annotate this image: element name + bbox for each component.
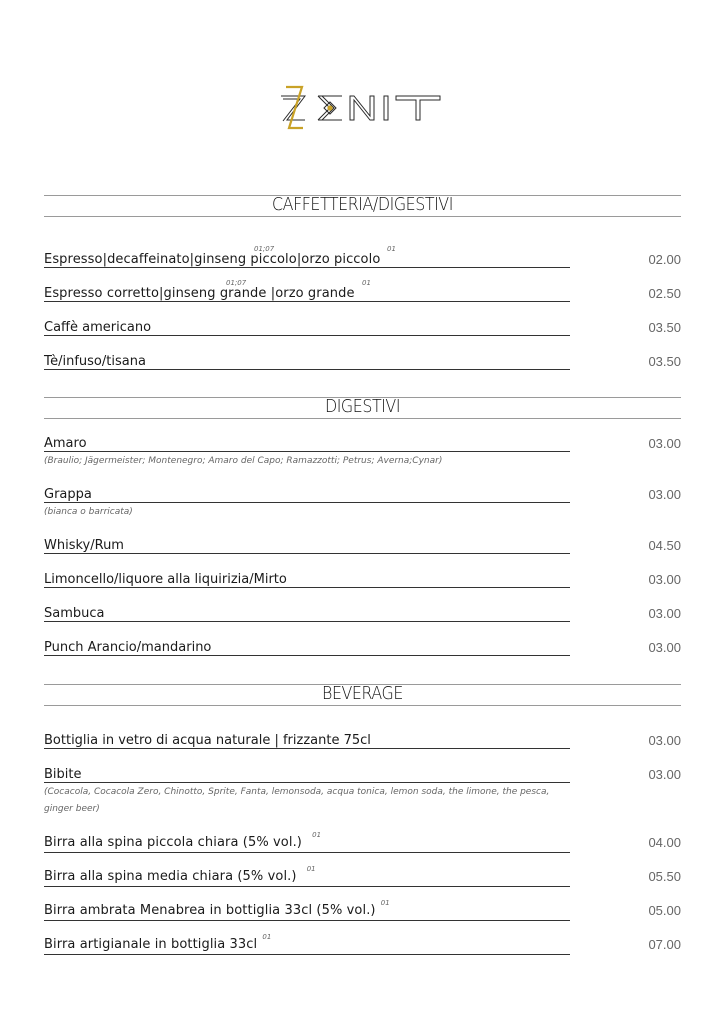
section-header-digestivi <box>44 397 681 419</box>
item-name: Birra ambrata Menabrea in bottiglia 33cl (5% vol.) <box>44 903 376 918</box>
allergen-note: 01;07 <box>226 279 247 287</box>
item-price: 05.00 <box>648 903 681 918</box>
item-price: 04.00 <box>648 835 681 850</box>
item-price: 04.50 <box>648 538 681 553</box>
item-name: Amaro <box>44 436 570 452</box>
item-name: Bibite <box>44 767 570 783</box>
menu-item <box>44 640 681 656</box>
logo-letter-i <box>384 96 388 120</box>
menu-item <box>44 865 681 887</box>
menu-item <box>44 933 681 955</box>
item-description: (Braulio; Jägermeister; Montenegro; Amaro del Capo; Ramazzotti; Petrus; Averna;Cynar) <box>44 456 443 466</box>
item-price: 03.00 <box>648 606 681 621</box>
allergen-note: 01 <box>306 865 316 873</box>
item-price: 03.50 <box>648 320 681 335</box>
menu-item <box>44 831 681 853</box>
menu-item <box>44 538 681 554</box>
allergen-note: 01 <box>362 279 371 287</box>
item-name: Whisky/Rum <box>44 538 570 554</box>
allergen-note: 01 <box>312 831 322 839</box>
logo-letter-t <box>396 96 440 120</box>
item-price: 05.50 <box>648 869 681 884</box>
menu-item <box>44 279 681 302</box>
item-name: Grappa <box>44 487 570 503</box>
item-price: 03.50 <box>648 354 681 369</box>
section-title: CAFFETTERIA/DIGESTIVI <box>272 194 453 215</box>
section-header-beverage <box>44 684 681 706</box>
allergen-note: 01 <box>380 899 390 907</box>
item-name: Espresso|decaffeinato|ginseng piccolo|orzo piccolo <box>44 252 381 267</box>
item-description: (Cocacola, Cocacola Zero, Chinotto, Sprite, Fanta, lemonsoda, acqua tonica, lemon soda, the limone, the pesca, ginger beer) <box>44 787 550 814</box>
item-name: Limoncello/liquore alla liquirizia/Mirto <box>44 572 570 588</box>
item-price: 03.00 <box>648 640 681 655</box>
menu-item <box>44 245 681 268</box>
item-price: 07.00 <box>648 937 681 952</box>
menu-item <box>44 733 681 749</box>
menu-item <box>44 572 681 588</box>
menu-item <box>44 320 681 336</box>
menu-item <box>44 767 681 818</box>
item-name: Punch Arancio/mandarino <box>44 640 570 656</box>
logo-letter-n <box>350 96 374 120</box>
item-name: Sambuca <box>44 606 570 622</box>
menu-item <box>44 354 681 370</box>
allergen-note: 01 <box>262 933 272 941</box>
section-title: DIGESTIVI <box>324 396 401 417</box>
item-price: 03.00 <box>648 436 681 451</box>
menu-item <box>44 436 681 470</box>
menu-item <box>44 899 681 921</box>
item-name: Birra alla spina media chiara (5% vol.) <box>44 869 297 884</box>
item-name: Espresso corretto|ginseng grande |orzo grande <box>44 286 355 301</box>
section-header-caffetteria <box>44 195 681 217</box>
allergen-note: 01;07 <box>254 245 275 253</box>
section-title: BEVERAGE <box>322 683 403 704</box>
item-price: 02.00 <box>648 252 681 267</box>
menu-item <box>44 606 681 622</box>
item-price: 03.00 <box>648 572 681 587</box>
item-name: Caffè americano <box>44 320 570 336</box>
item-price: 03.00 <box>648 487 681 502</box>
allergen-note: 01 <box>387 245 396 253</box>
item-name: Birra artigianale in bottiglia 33cl <box>44 937 258 952</box>
item-name: Bottiglia in vetro di acqua naturale | frizzante 75cl <box>44 733 570 749</box>
menu-item <box>44 487 681 521</box>
item-name: Birra alla spina piccola chiara (5% vol.) <box>44 835 302 850</box>
item-price: 02.50 <box>648 286 681 301</box>
item-price: 03.00 <box>648 733 681 748</box>
item-name: Tè/infuso/tisana <box>44 354 570 370</box>
zenit-logo <box>278 84 446 132</box>
item-description: (bianca o barricata) <box>44 507 133 517</box>
item-price: 03.00 <box>648 767 681 782</box>
